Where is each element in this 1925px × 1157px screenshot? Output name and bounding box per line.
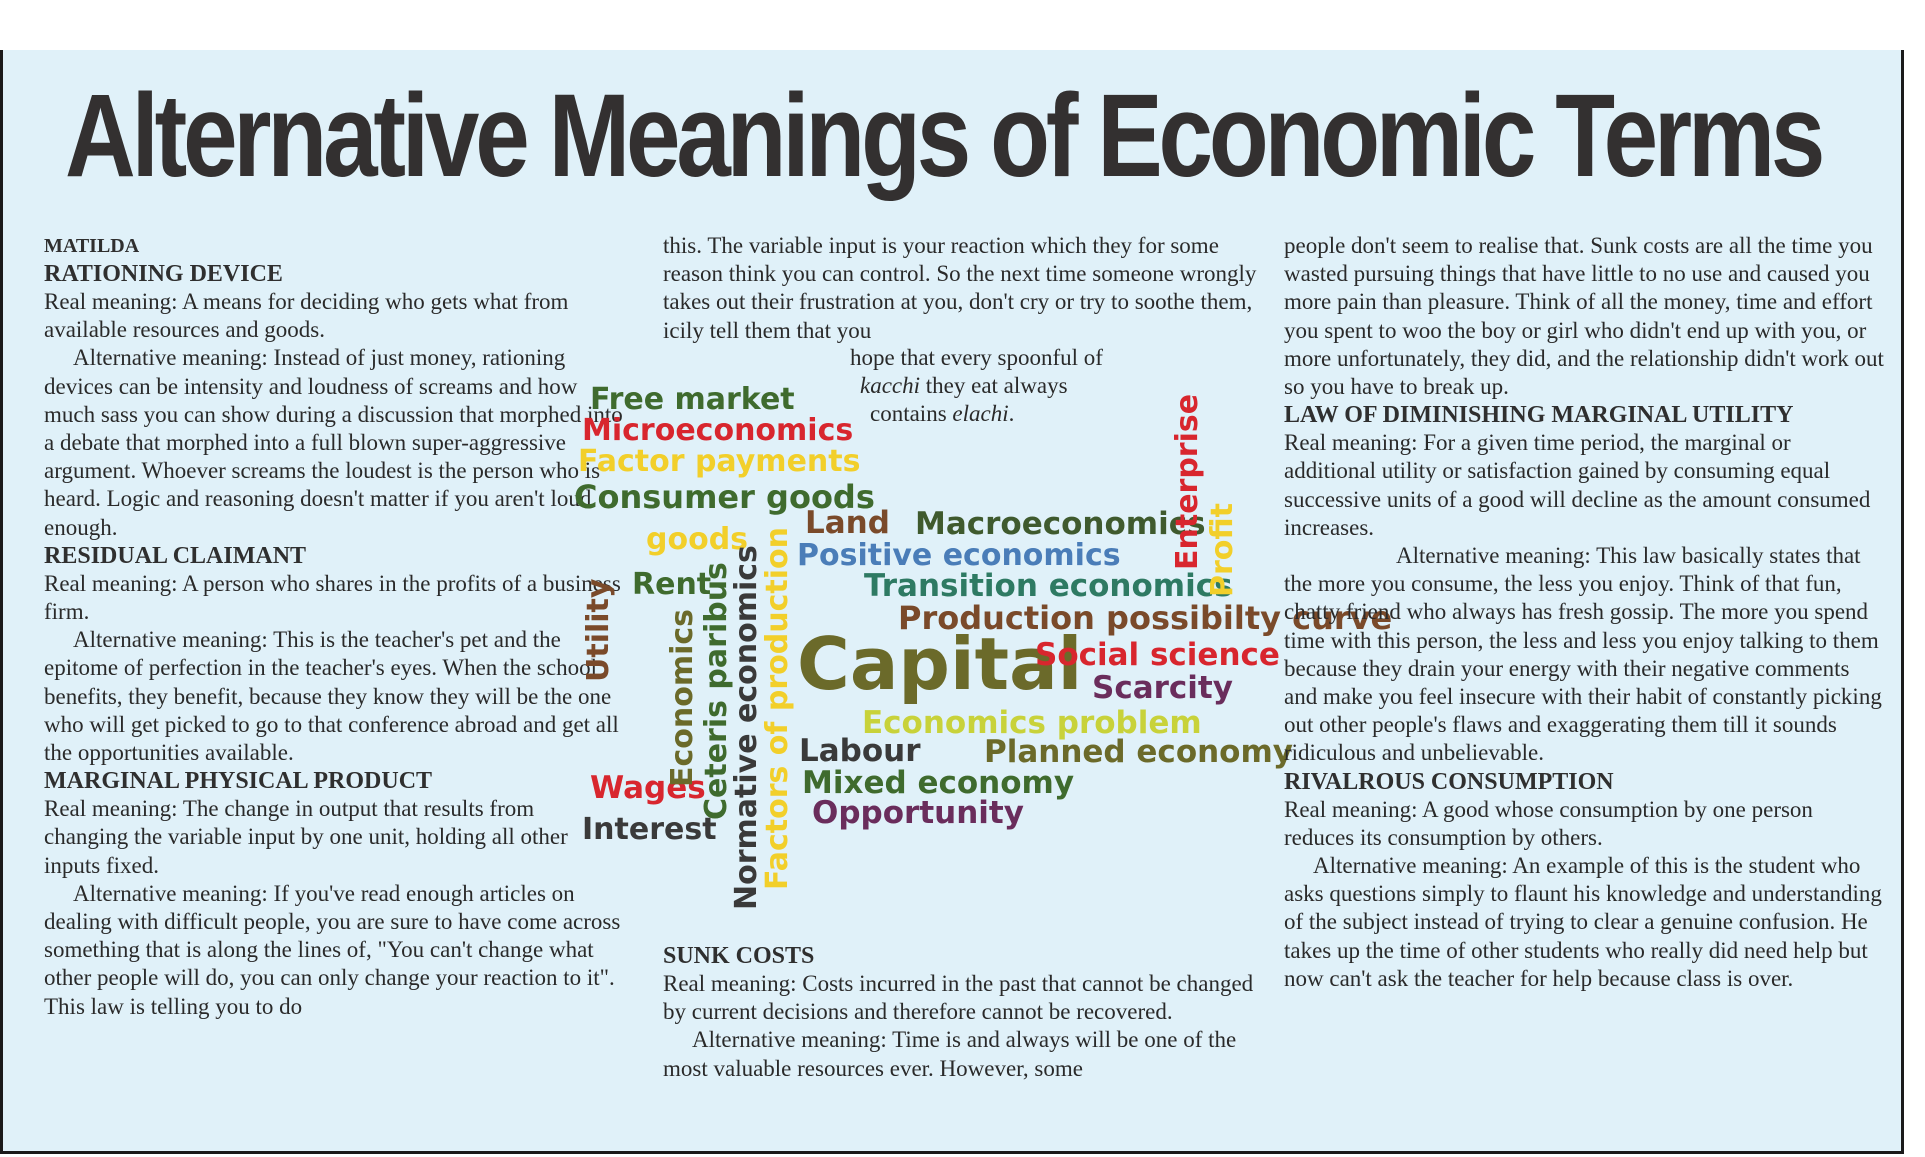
cloud-scarcity: Scarcity [1092,670,1233,706]
cloud-goods: goods [646,522,749,557]
column-2-bottom [663,942,1263,1083]
cloud-economics-problem: Economics problem [862,705,1202,741]
wrap-line-1: hope that every spoonful of [850,345,1103,370]
elachi-word: elachi [952,401,1009,427]
cloud-mixed-economy: Mixed economy [802,765,1075,801]
cloud-consumer-goods: Consumer goods [574,478,875,516]
cloud-land: Land [805,505,890,541]
heading-residual-claimant: RESIDUAL CLAIMANT [44,542,307,569]
cloud-microeconomics: Microeconomics [582,413,854,448]
cloud-social-science: Social science [1035,637,1280,673]
heading-marginal-physical-product: MARGINAL PHYSICAL PRODUCT [44,768,433,795]
wrap-line-3-start: contains [870,401,953,427]
heading-diminishing-marginal-utility: LAW OF DIMINISHING MARGINAL UTILITY [1284,402,1794,429]
cloud-economics: Economics [665,608,700,787]
heading-sunk-costs: SUNK COSTS [663,943,815,969]
cloud-normative-economics: Normative economics [729,545,764,910]
cloud-ceteris-paribus: Ceteris paribus [699,562,734,820]
sunk-real-meaning: Real meaning: Costs incurred in the past that cannot be changed by current decisions and therefore cannot be recovered. [663,971,1254,1025]
cloud-rent: Rent [632,567,712,602]
sunk-continuation: people don't seem to realise that. Sunk costs are all the time you wasted pursuing things that have little to no use and caused you more pain than pleasure. Think of all the money, time and effort you spent to woo the boy or girl who didn't end up with you, or more unfortunately, they did, and the relationship didn't work out so you have to break up. [1284,233,1884,400]
ldmu-real-meaning: Real meaning: For a given time period, the marginal or additional utility or satisfaction gained by consuming equal successive units of a good will decline as the amount consumed increases. [1284,430,1871,540]
cloud-wages: Wages [590,770,706,806]
mpp-alt-meaning: Alternative meaning: If you've read enough articles on dealing with difficult people, you are sure to have come across something that is along the lines of, "You can't change what other people will do, you can only change your reaction to it". This law is telling you to do [44,880,621,1019]
heading-rivalrous-consumption: RIVALROUS CONSUMPTION [1284,768,1614,795]
column-3 [1284,232,1884,993]
word-cloud [570,375,1393,915]
wrap-line-3-end: . [1008,401,1015,427]
cloud-profit: Profit [1205,503,1240,597]
mpp-continuation: this. The variable input is your reaction which they for some reason think you can control. So the next time someone wrongly takes out their frustration at you, don't cry or try to soothe them, icily tell them that you [663,233,1257,343]
cloud-utility: Utility [581,578,616,682]
cloud-enterprise: Enterprise [1170,393,1205,570]
column-2-top [663,232,1263,345]
residual-alt-meaning: Alternative meaning: This is the teacher's pet and the epitome of perfection in the teacher's eyes. When the school benefits, they benefit, because they know they will be the one who will get picked to go to that conference abroad and get all the opportunities available. [44,627,619,766]
rc-alt-meaning: Alternative meaning: An example of this is the student who asks questions simply to flaunt his knowledge and understanding of the subject instead of trying to clear a genuine confusion. He takes up the time of other students who really did need help but now can't ask the teacher for help because class is over. [1284,853,1882,991]
wrap-line-2-rest: they eat always [920,373,1068,399]
rc-real-meaning: Real meaning: A good whose consumption by one person reduces its consumption by others. [1284,796,1813,850]
cloud-production-possibility: Production possibilty curve [898,599,1393,637]
residual-real-meaning: Real meaning: A person who shares in the profits of a business firm. [44,570,621,625]
sunk-alt-meaning: Alternative meaning: Time is and always will be one of the most valuable resources ever. However, some [663,1027,1237,1081]
page-title: Alternative Meanings of Economic Terms [65,70,1822,202]
column-1 [44,232,624,1021]
cloud-macroeconomics: Macroeconomics [915,506,1206,542]
cloud-opportunity: Opportunity [812,795,1024,831]
kacchi-word: kacchi [860,373,921,399]
mpp-real-meaning: Real meaning: The change in output that results from changing the variable input by one unit, holding all other inputs fixed. [44,796,568,878]
rationing-alt-meaning: Alternative meaning: Instead of just money, rationing devices can be intensity and loudness of screams and how much sass you can show during a discussion that morphed into a debate that morphed into a full blown super-aggressive argument. Whoever screams the loudest is the person who is heard. Logic and reasoning doesn't matter if you aren't loud enough. [44,345,623,540]
cloud-free-market: Free market [590,382,795,417]
rationing-real-meaning: Real meaning: A means for deciding who gets what from available resources and goods. [44,289,569,343]
byline: MATILDA [44,235,140,257]
cloud-factor-payments: Factor payments [578,444,861,479]
cloud-transition-economics: Transition economics [864,568,1233,604]
cloud-labour: Labour [799,733,921,769]
cloud-interest: Interest [582,812,717,847]
cloud-positive-economics: Positive economics [797,538,1121,573]
cloud-planned-economy: Planned economy [984,734,1293,770]
cloud-factors-of-production: Factors of production [760,526,795,890]
cloud-capital: Capital [797,622,1083,706]
ldmu-alt-meaning: Alternative meaning: This law basically states that the more you consume, the less you enjoy. Think of that fun, chatty friend who always has fresh gossip. The more you spend time with this person, the less and less you enjoy talking to them because they drain your energy with their negative comments and make you feel insecure with their habit of constantly picking out other people's flaws and exaggerating them till it sounds ridiculous and unbelievable. [1284,543,1882,766]
heading-rationing-device: RATIONING DEVICE [44,261,283,287]
